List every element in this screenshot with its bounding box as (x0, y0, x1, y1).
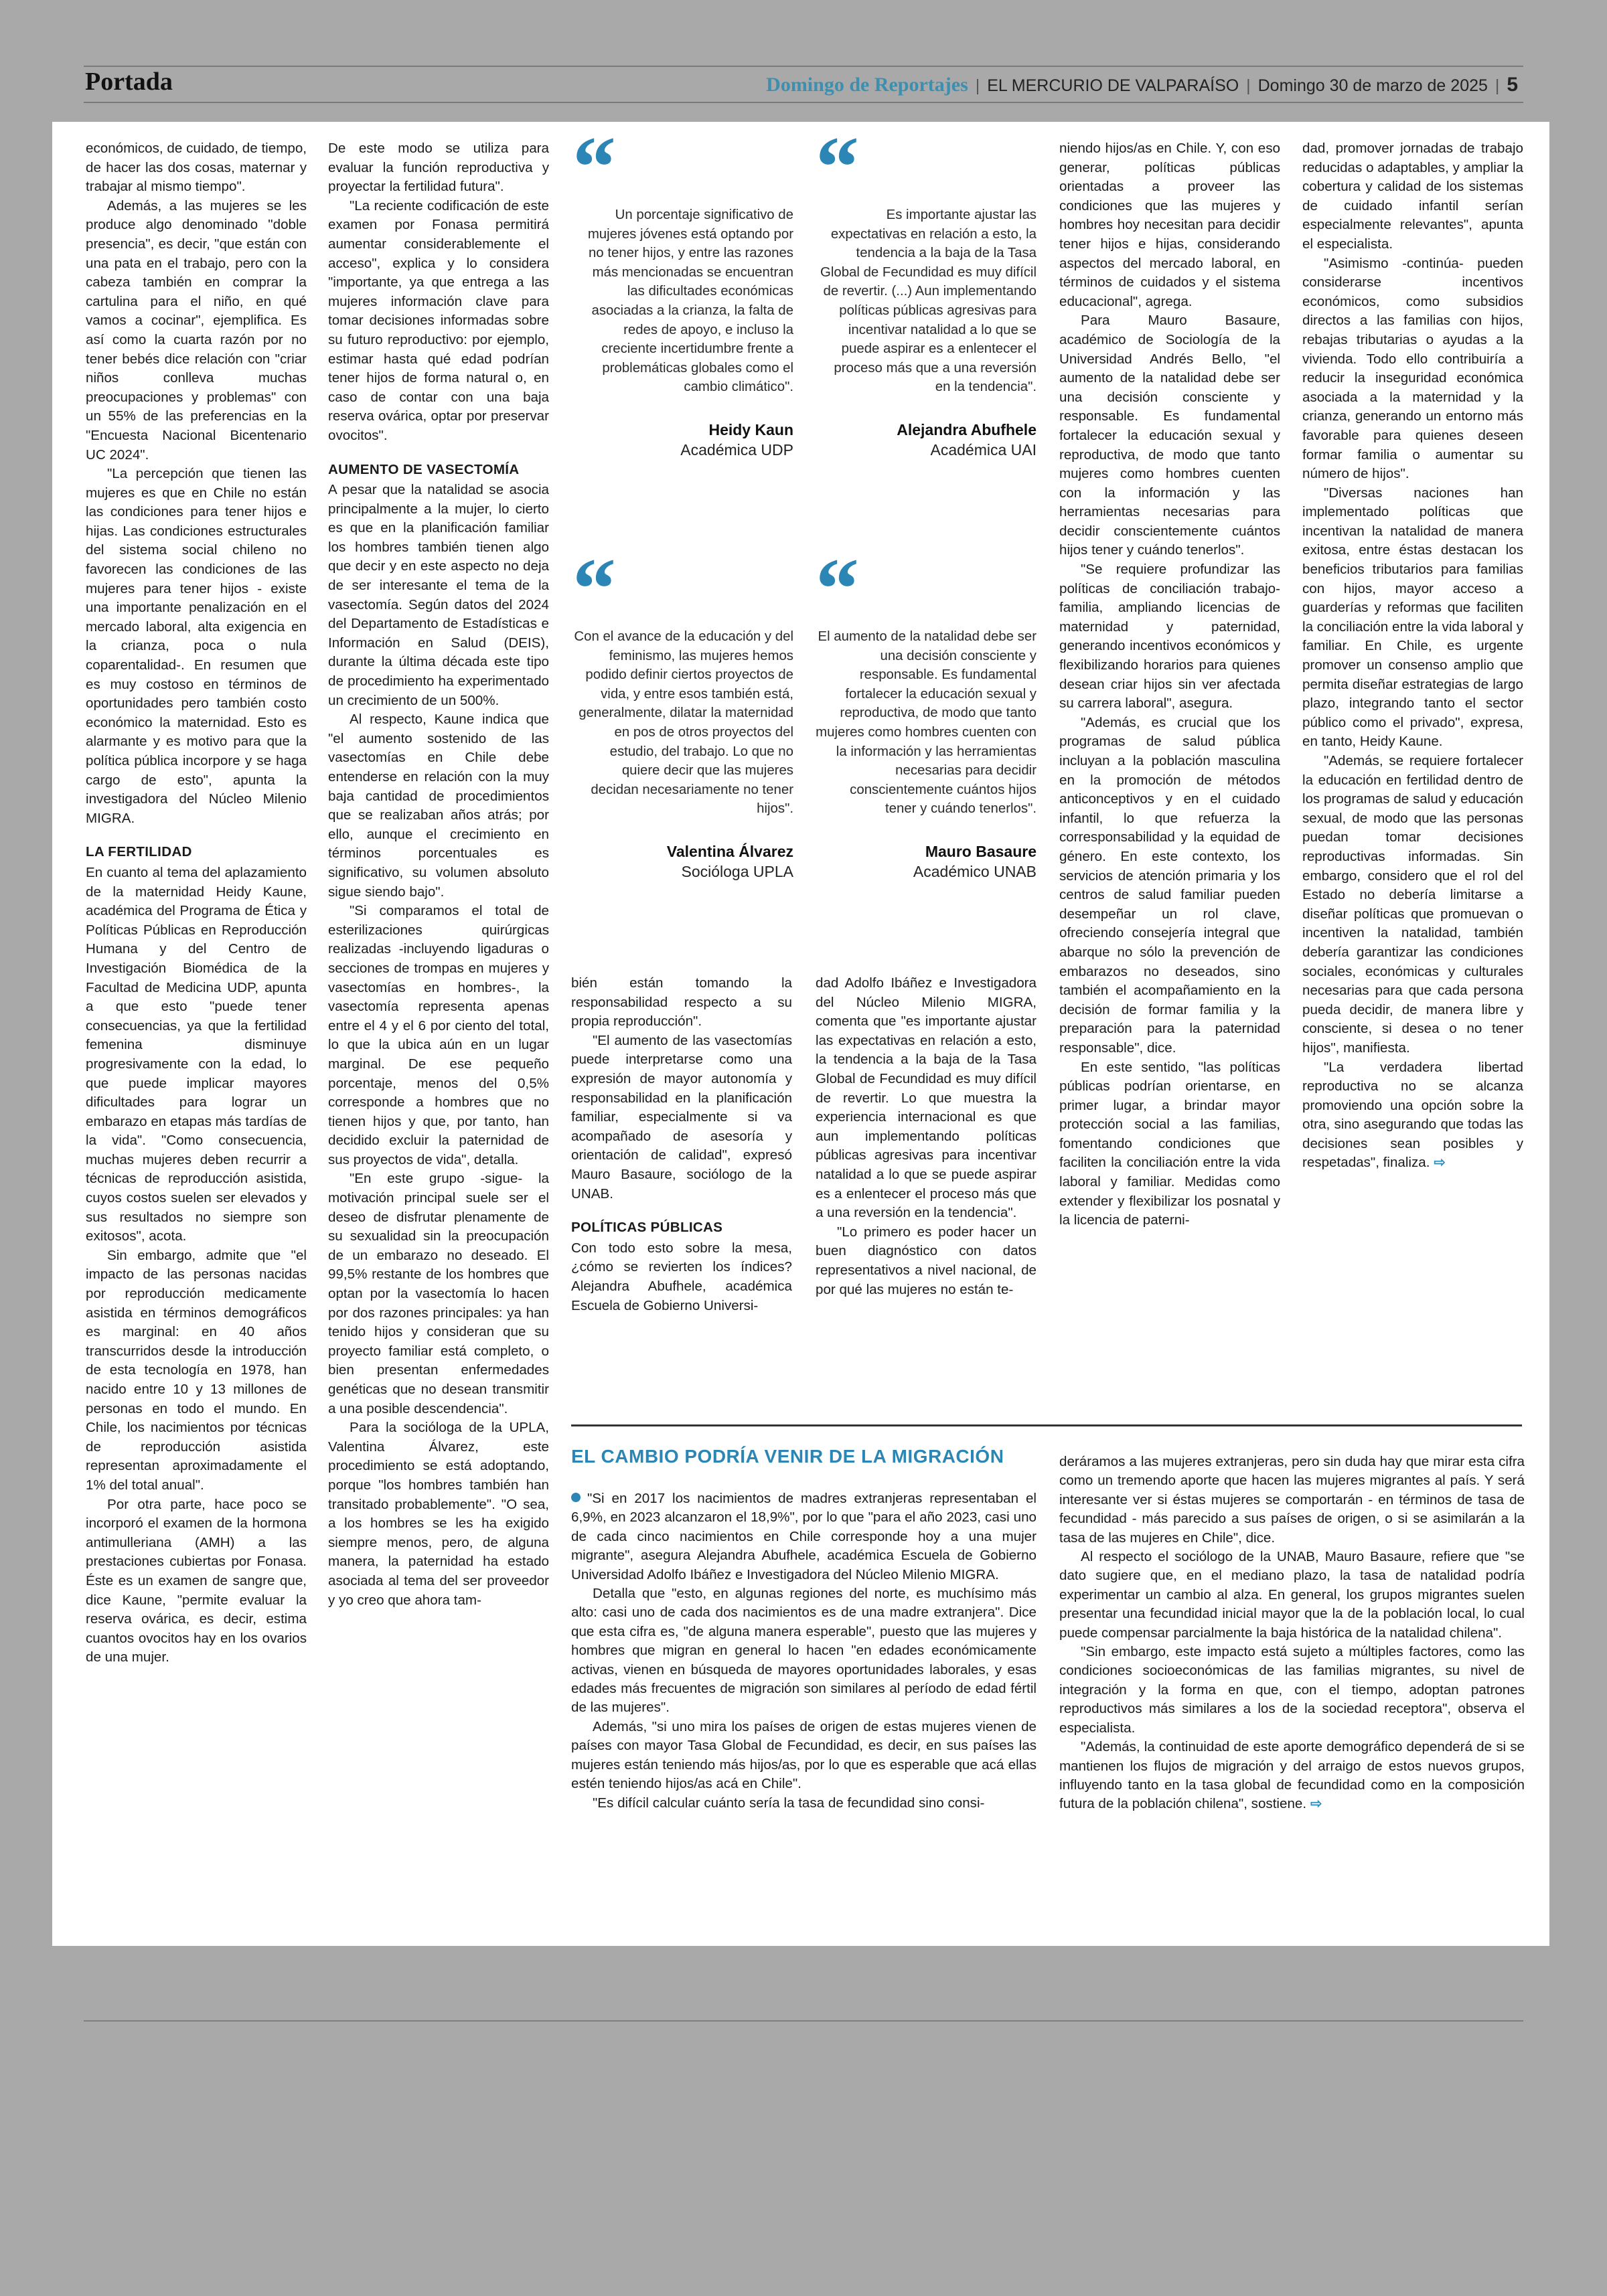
paragraph-text: "Además, la continuidad de este aporte demográfico dependerá de si se mantienen los flujos de migración y del arraigo de estos nuevos grupos, influyendo tanto en la tasa global de fecundidad como en la composición futura de la población chilena", sostiene. (1059, 1739, 1525, 1812)
paragraph: Sin embargo, admite que "el impacto de las personas nacidas por reproducción medicamente asistida en términos demográficos es marginal: en 40 años transcurridos desde la introducción de esta tecnología en 1978, han nacido entre 10 y 13 millones de personas en todo el mundo. En Chile, los nacimientos por técnicas de reproducción asistida representan aproximadamente el 1% del total anual". (86, 1247, 307, 1493)
paragraph: Para la socióloga de la UPLA, Valentina Álvarez, este procedimiento se está adoptando, porque "los hombres también han transitado probablemente". "O sea, a los hombres se les ha exigido siempre menos, pero, de alguna manera, la paternidad ha estado asociada al tema del ser proveedor y yo creo que ahora tam- (328, 1420, 549, 1608)
paragraph: "En este grupo -sigue- la motivación principal suele ser el deseo de disfrutar plenamente de su sexualidad sin la preocupación de un embarazo no deseado. El 99,5% restante de los hombres que optan por la vasectomía lo hacen por dos razones principales: ya han tenido hijos y consideran que su proyecto familiar está completo, o bien presentan enfermedades genéticas que no desean transmitir a una posible descendencia". (328, 1171, 549, 1416)
paragraph: Además, "si uno mira los países de origen de estas mujeres vienen de países con mayor Tasa Global de Fecundidad, es decir, en sus países las mujeres están teniendo más hijos/as, por lo que es esperable que acá ellas estén teniendo hijos/as acá en Chile". (571, 1718, 1037, 1792)
paragraph: económicos, de cuidado, de tiempo, de hacer las dos cosas, maternar y trabajar al mismo tiempo". (86, 141, 307, 195)
supplement-name: Domingo de Reportajes (766, 74, 968, 96)
paragraph: dad Adolfo Ibáñez e Investigadora del Núcleo Milenio MIGRA, comenta que "es importante ajustar las expectativas en relación a esto, la tendencia a la baja de la Tasa Global de Fecundidad es muy difícil de revertir. Lo que muestra la experiencia internacional es que aun implementando políticas públicas agresivas para incentivar natalidad a lo que se puede aspirar es a enlentecer el proceso más que a una reversión en la tendencia". (816, 975, 1037, 1221)
paragraph: "Además, es crucial que los programas de salud pública incluyan a la población masculina en la promoción de métodos anticonceptivos y en el cuidado infantil, lo que refuerza la corresponsabilidad y la equidad de género. En este contexto, los servicios de atención primaria y los centros de salud familiar pueden desempeñar un rol clave, ofreciendo consejería integral que abarque no sólo la prevención de embarazos no deseados, sino también el acompañamiento en la decisión de formar familia y la preparación para la paternidad responsable", dice. (1059, 714, 1280, 1056)
paragraph: En cuanto al tema del aplazamiento de la maternidad Heidy Kaune, académica del Programa de Ética y Políticas Públicas en Reproducción Humana y del Centro de Investigación Biomédica de la Facultad de Medicina UDP, apunta a que esto "puede tener consecuencias, ya que la fertilidad femenina disminuye progresivamente con la edad, lo que puede implicar mayores dificultades para lograr un embarazo en etapas más tardías de la vida". "Como consecuencia, muchas mujeres deben recurrir a técnicas de reproducción asistida, cuyos costos suelen ser elevados y sus resultados no siempre son exitosos", acota. (86, 864, 307, 1244)
paragraph (571, 1489, 1037, 1584)
end-of-article-icon: ⇨ (1434, 1155, 1446, 1171)
header-rule-top (84, 66, 1523, 67)
section-label: Portada (85, 68, 173, 96)
quote-mark-icon: “ (572, 559, 616, 612)
pull-quote-valentina-alvarez (572, 559, 793, 882)
pull-quote-alejandra-abufhele (816, 137, 1037, 460)
quote-text: Es importante ajustar las expectativas en relación a esto, la tendencia a la baja de la Tasa Global de Fecundidad es muy difícil de revertir. (...) Aun implementando políticas públicas agresivas para incentivar natalidad a lo que se puede aspirar es a enlentecer el proceso más que a una reversión en la tendencia". (820, 208, 1037, 395)
quote-text: Un porcentaje significativo de mujeres jóvenes está optando por no tener hijos, y entre las razones más mencionadas se encuentran las dificultades económicas asociadas a la crianza, la falta de redes de apoyo, e incluso la creciente incertidumbre frente a problemáticas globales como el cambio climático". (587, 208, 793, 395)
paragraph: "Además, se requiere fortalecer la educación en fertilidad dentro de los programas de salud y educación sexual, de modo que las personas puedan tomar decisiones reproductivas informadas. Sin embargo, considero que el rol del Estado no debería limitarse a diseñar políticas que promuevan o incentiven la natalidad, también debería garantizar las condiciones sociales, económicas y culturales necesarias para que cada persona pueda decidir, de manera libre y consciente, si desea o no tener hijos", manifiesta. (1302, 753, 1523, 1056)
box-column-right (1059, 1453, 1525, 1911)
quote-author-role: Socióloga UPLA (681, 862, 793, 880)
paragraph: "Se requiere profundizar las políticas de conciliación trabajo-familia, ampliando licencias de maternidad y paternidad, generando incentivos económicos y flexibilizando horarios para quienes desean criar hijos sin ver afectada su carrera laboral", asegura. (1059, 562, 1280, 712)
box-column-left (571, 1489, 1037, 1911)
quote-text: El aumento de la natalidad debe ser una decisión consciente y responsable. Es fundamental fortalecer la educación sexual y reproductiva, de modo que tanto mujeres como hombres cuenten con la información y las herramientas necesarias para decidir conscientemente cuántos hijos tener y cuándo tenerlos". (816, 629, 1037, 817)
paragraph: En este sentido, "las políticas públicas podrían orientarse, en primer lugar, a brindar mayor protección social a las familias, fomentando condiciones que faciliten la conciliación entre la vida laboral y familiar. Medidas como extender y flexibilizar los posnatal y la licencia de paterni- (1059, 1059, 1280, 1228)
paragraph: "La percepción que tienen las mujeres es que en Chile no están las condiciones para tener hijos e hijas. Las condiciones estructurales del sistema social chileno no favorecen las condiciones de las mujeres para tener hijos - existe una importante penalización en el mercado laboral, alta exigencia en la crianza, poca o nula coparentalidad-. En resumen que es muy costoso en términos de oportunidades pero también costo económico la maternidad. Esto es alarmante y es motivo para que la política pública incorpore y se haga cargo de esto", apunta la investigadora del Núcleo Milenio MIGRA. (86, 466, 307, 826)
paragraph: "La reciente codificación de este examen por Fonasa permitirá aumentar considerablemente el acceso", explica y lo considera "importante, ya que entrega a las mujeres información clave para tomar decisiones informadas sobre su futuro reproductivo: por ejemplo, estimar hasta qué edad podrían tener hijos de forma natural o, en caso de contar con una baja reserva ovárica, optar por preservar ovocitos". (328, 197, 549, 443)
header-separator: | (975, 76, 980, 95)
header-info (766, 74, 1518, 96)
paragraph: "Lo primero es poder hacer un buen diagnóstico con datos representativos a nivel nacional, de por qué las mujeres no están te- (816, 1224, 1037, 1297)
quote-text: Con el avance de la educación y del feminismo, las mujeres hemos podido definir ciertos proyectos de vida, y entre esos también está, generalmente, dilatar la maternidad en pos de otros proyectos del estudio, del trabajo. Lo que no quiere decir que las mujeres decidan necesariamente no tener hijos". (574, 629, 793, 817)
box-title: EL CAMBIO PODRÍA VENIR DE LA MIGRACIÓN (571, 1446, 1004, 1467)
article-column-3 (571, 974, 792, 1416)
subheading-fertilidad: LA FERTILIDAD (86, 844, 192, 860)
paragraph: "Sin embargo, este impacto está sujeto a múltiples factores, como las condiciones socioeconómicas de las familias migrantes, su nivel de integración y la forma en que, con el tiempo, adoptan patrones reproductivos más similares a los de la sociedad receptora", observa el especialista. (1059, 1644, 1525, 1736)
paragraph: Detalla que "esto, en algunas regiones del norte, es muchísimo más alto: casi uno de cada dos nacimientos es de una madre extranjera". Dice que esta cifra es, "de alguna manera esperable", puesto que las mujeres y hombres que migran en general lo hacen "en edades económicamente activas, vienen en búsqueda de mayores oportunidades laborales, y esas edades más frecuentes de migración son similares al período de edad fértil de las mujeres". (571, 1586, 1037, 1716)
paragraph (1302, 1058, 1523, 1173)
article-column-5 (1059, 139, 1280, 1411)
header-separator: | (1495, 76, 1500, 95)
paragraph (1059, 1738, 1525, 1814)
page-header (84, 62, 1523, 102)
paragraph: "Es difícil calcular cuánto sería la tasa de fecundidad sino consi- (593, 1795, 985, 1811)
paragraph: Al respecto, Kaune indica que "el aumento sostenido de las vasectomías en Chile debe entenderse en relación con la muy baja cantidad de procedimientos que se realizaban años atrás; por ello, aunque el crecimiento en términos porcentuales es significativo, su volumen absoluto sigue siendo bajo". (328, 712, 549, 900)
paragraph: "Diversas naciones han implementado políticas que incentivan la natalidad de manera exitosa, entre éstas destacan los beneficios tributarios para familias con hijos, mayor acceso a guarderías y reformas que faciliten la conciliación entre la vida laboral y familiar. En Chile, es urgente promover un consenso amplio que permita diseñar estrategias de largo plazo, integrando tanto el sector público como el privado", expresa, en tanto, Heidy Kaune. (1302, 485, 1523, 750)
paragraph-text: "La verdadera libertad reproductiva no se alcanza promoviendo una opción sobre la otra, sino asegurando que todas las decisiones sean posibles y respetadas", finaliza. (1302, 1059, 1523, 1171)
paragraph: Al respecto el sociólogo de la UNAB, Mauro Basaure, refiere que "se dato sugiere que, en el mediano plazo, la tasa de natalidad podría experimentar un cambio al alza. En general, los grupos migrantes suelen presentar una fecundidad inicial mayor que la de la población local, lo cual puede compensar parcialmente la baja histórica de la natalidad chilena". (1059, 1549, 1525, 1641)
paragraph: Con todo esto sobre la mesa, ¿cómo se revierten los índices? Alejandra Abufhele, académica Escuela de Gobierno Universi- (571, 1240, 792, 1313)
paragraph-text: "Si en 2017 los nacimientos de madres extranjeras representaban el 6,9%, en 2023 alcanzaron el 18,9%", por lo que "para el año 2023, casi uno de cada cinco nacimientos en Chile corresponde hoy a una mujer migrante", asegura Alejandra Abufhele, académica Escuela de Gobierno Universidad Adolfo Ibáñez e Investigadora del Núcleo Milenio MIGRA. (571, 1491, 1037, 1582)
pull-quote-heidy-kaune (572, 137, 793, 460)
page-number: 5 (1507, 74, 1518, 96)
paragraph: bién están tomando la responsabilidad respecto a su propia reproducción". (571, 975, 792, 1030)
paragraph: De este modo se utiliza para evaluar la función reproductiva y proyectar la fertilidad futura". (328, 141, 549, 195)
paragraph: "El aumento de las vasectomías puede interpretarse como una expresión de mayor autonomía y responsabilidad en la planificación familiar, especialmente si va acompañado de asesoría y orientación de calidad", expresó Mauro Basaure, sociólogo de la UNAB. (571, 1032, 792, 1202)
paragraph: A pesar que la natalidad se asocia principalmente a la mujer, lo cierto es que en la planificación familiar los hombres también tienen algo que decir y en este aspecto no deja de ser interesante el tema de la vasectomía. Según datos del 2024 del Departamento de Estadísticas e Información en Salud (DEIS), durante la última década este tipo de procedimiento ha experimentado un crecimiento de un 500%. (328, 482, 549, 708)
paragraph: Además, a las mujeres se les produce algo denominado "doble presencia", es decir, "que están con una pata en el trabajo, pero con la cabeza también en comprar la cartulina para el niño, en qué vamos a cocinar", ejemplifica. Es así como la cuarta razón por no tener bebés dice relación con "criar niños conlleva muchas preocupaciones y problemas" con un 55% de las preferencias en la "Encuesta Nacional Bicentenario UC 2024". (86, 197, 307, 463)
header-separator: | (1246, 76, 1251, 95)
footer-rule (84, 2020, 1523, 2022)
quote-author-role: Académico UNAB (913, 862, 1037, 880)
article-column-1 (86, 139, 307, 1906)
article-column-4 (816, 974, 1037, 1416)
paragraph: Para Mauro Basaure, académico de Sociología de la Universidad Andrés Bello, "el aumento de la natalidad debe ser una decisión consciente y responsable. Es fundamental fortalecer la educación sexual y reproductiva, de modo que tanto mujeres como hombres cuenten con la información y las herramientas necesarias para decidir conscientemente cuántos hijos tener y cuándo tenerlos". (1059, 313, 1280, 558)
paragraph: niendo hijos/as en Chile. Y, con eso generar, políticas públicas orientadas a proveer las condiciones que las mujeres y hombres hoy necesitan para decidir tener hijos e hijas, considerando aspectos del mercado laboral, en términos de cuidados y el sistema educacional", agrega. (1059, 141, 1280, 309)
quote-author-name: Alejandra Abufhele (897, 420, 1037, 438)
paragraph: deráramos a las mujeres extranjeras, pero sin duda hay que mirar esta cifra como un tremendo aporte que hacen las mujeres migrantes al país. Y será interesante ver si éstas mujeres se comportarán - en términos de tasa de fecundidad - más parecido a sus países de origen, o si se asimilarán a la tasa de las mujeres en Chile", dice. (1059, 1454, 1525, 1546)
pull-quote-mauro-basaure (816, 559, 1037, 882)
article-column-6 (1302, 139, 1523, 1411)
bullet-icon (571, 1493, 581, 1502)
quote-author-name: Heidy Kaun (708, 420, 793, 438)
issue-date: Domingo 30 de marzo de 2025 (1257, 76, 1488, 95)
quote-mark-icon: “ (816, 559, 859, 612)
subheading-vasectomia: AUMENTO DE VASECTOMÍA (328, 461, 520, 477)
quote-mark-icon: “ (572, 137, 616, 191)
quote-author-name: Valentina Álvarez (666, 842, 793, 860)
newspaper-name: EL MERCURIO DE VALPARAÍSO (987, 76, 1239, 95)
box-separator (571, 1424, 1522, 1426)
header-rule-bottom (84, 102, 1523, 103)
article-column-2 (328, 139, 549, 1906)
end-of-article-icon: ⇨ (1310, 1796, 1322, 1812)
quote-mark-icon: “ (816, 137, 859, 191)
paragraph: Por otra parte, hace poco se incorporó el examen de la hormona antimulleriana (AMH) a las prestaciones cubiertas por Fonasa. Éste es un examen de sangre que, dice Kaune, "permite evaluar la reserva ovárica, es decir, estima cuantos ovocitos hay en los ovarios de una mujer. (86, 1496, 307, 1665)
quote-author-role: Académica UAI (930, 440, 1037, 459)
paragraph: dad, promover jornadas de trabajo reducidas o adaptables, y ampliar la cobertura y calidad de los sistemas de cuidado infantil serían especialmente relevantes", apunta el especialista. (1302, 141, 1523, 252)
paragraph: "Asimismo -continúa- pueden considerarse incentivos económicos, como subsidios directos a las familias con hijos, rebajas tributarias o ayudas a la vivienda. Todo ello contribuiría a reducir la inseguridad económica asociada a la maternidad y la crianza, generando un entorno más favorable para quienes deseen formar familia o aumentar su número de hijos". (1302, 255, 1523, 482)
quote-author-name: Mauro Basaure (925, 842, 1037, 860)
quote-author-role: Académica UDP (680, 440, 793, 459)
subheading-politicas-publicas: POLÍTICAS PÚBLICAS (571, 1220, 723, 1236)
paragraph: "Si comparamos el total de esterilizaciones quirúrgicas realizadas -incluyendo ligaduras o secciones de trompas en mujeres y vasectomías en hombres-, la vasectomía representa apenas entre el 4 y el 6 por ciento del total, lo que la ubica aún en un lugar marginal. De ese pequeño porcentaje, menos del 0,5% corresponde a hombres que no tienen hijos y que, por tanto, han decidido excluir la paternidad de sus proyectos de vida", detalla. (328, 903, 549, 1167)
